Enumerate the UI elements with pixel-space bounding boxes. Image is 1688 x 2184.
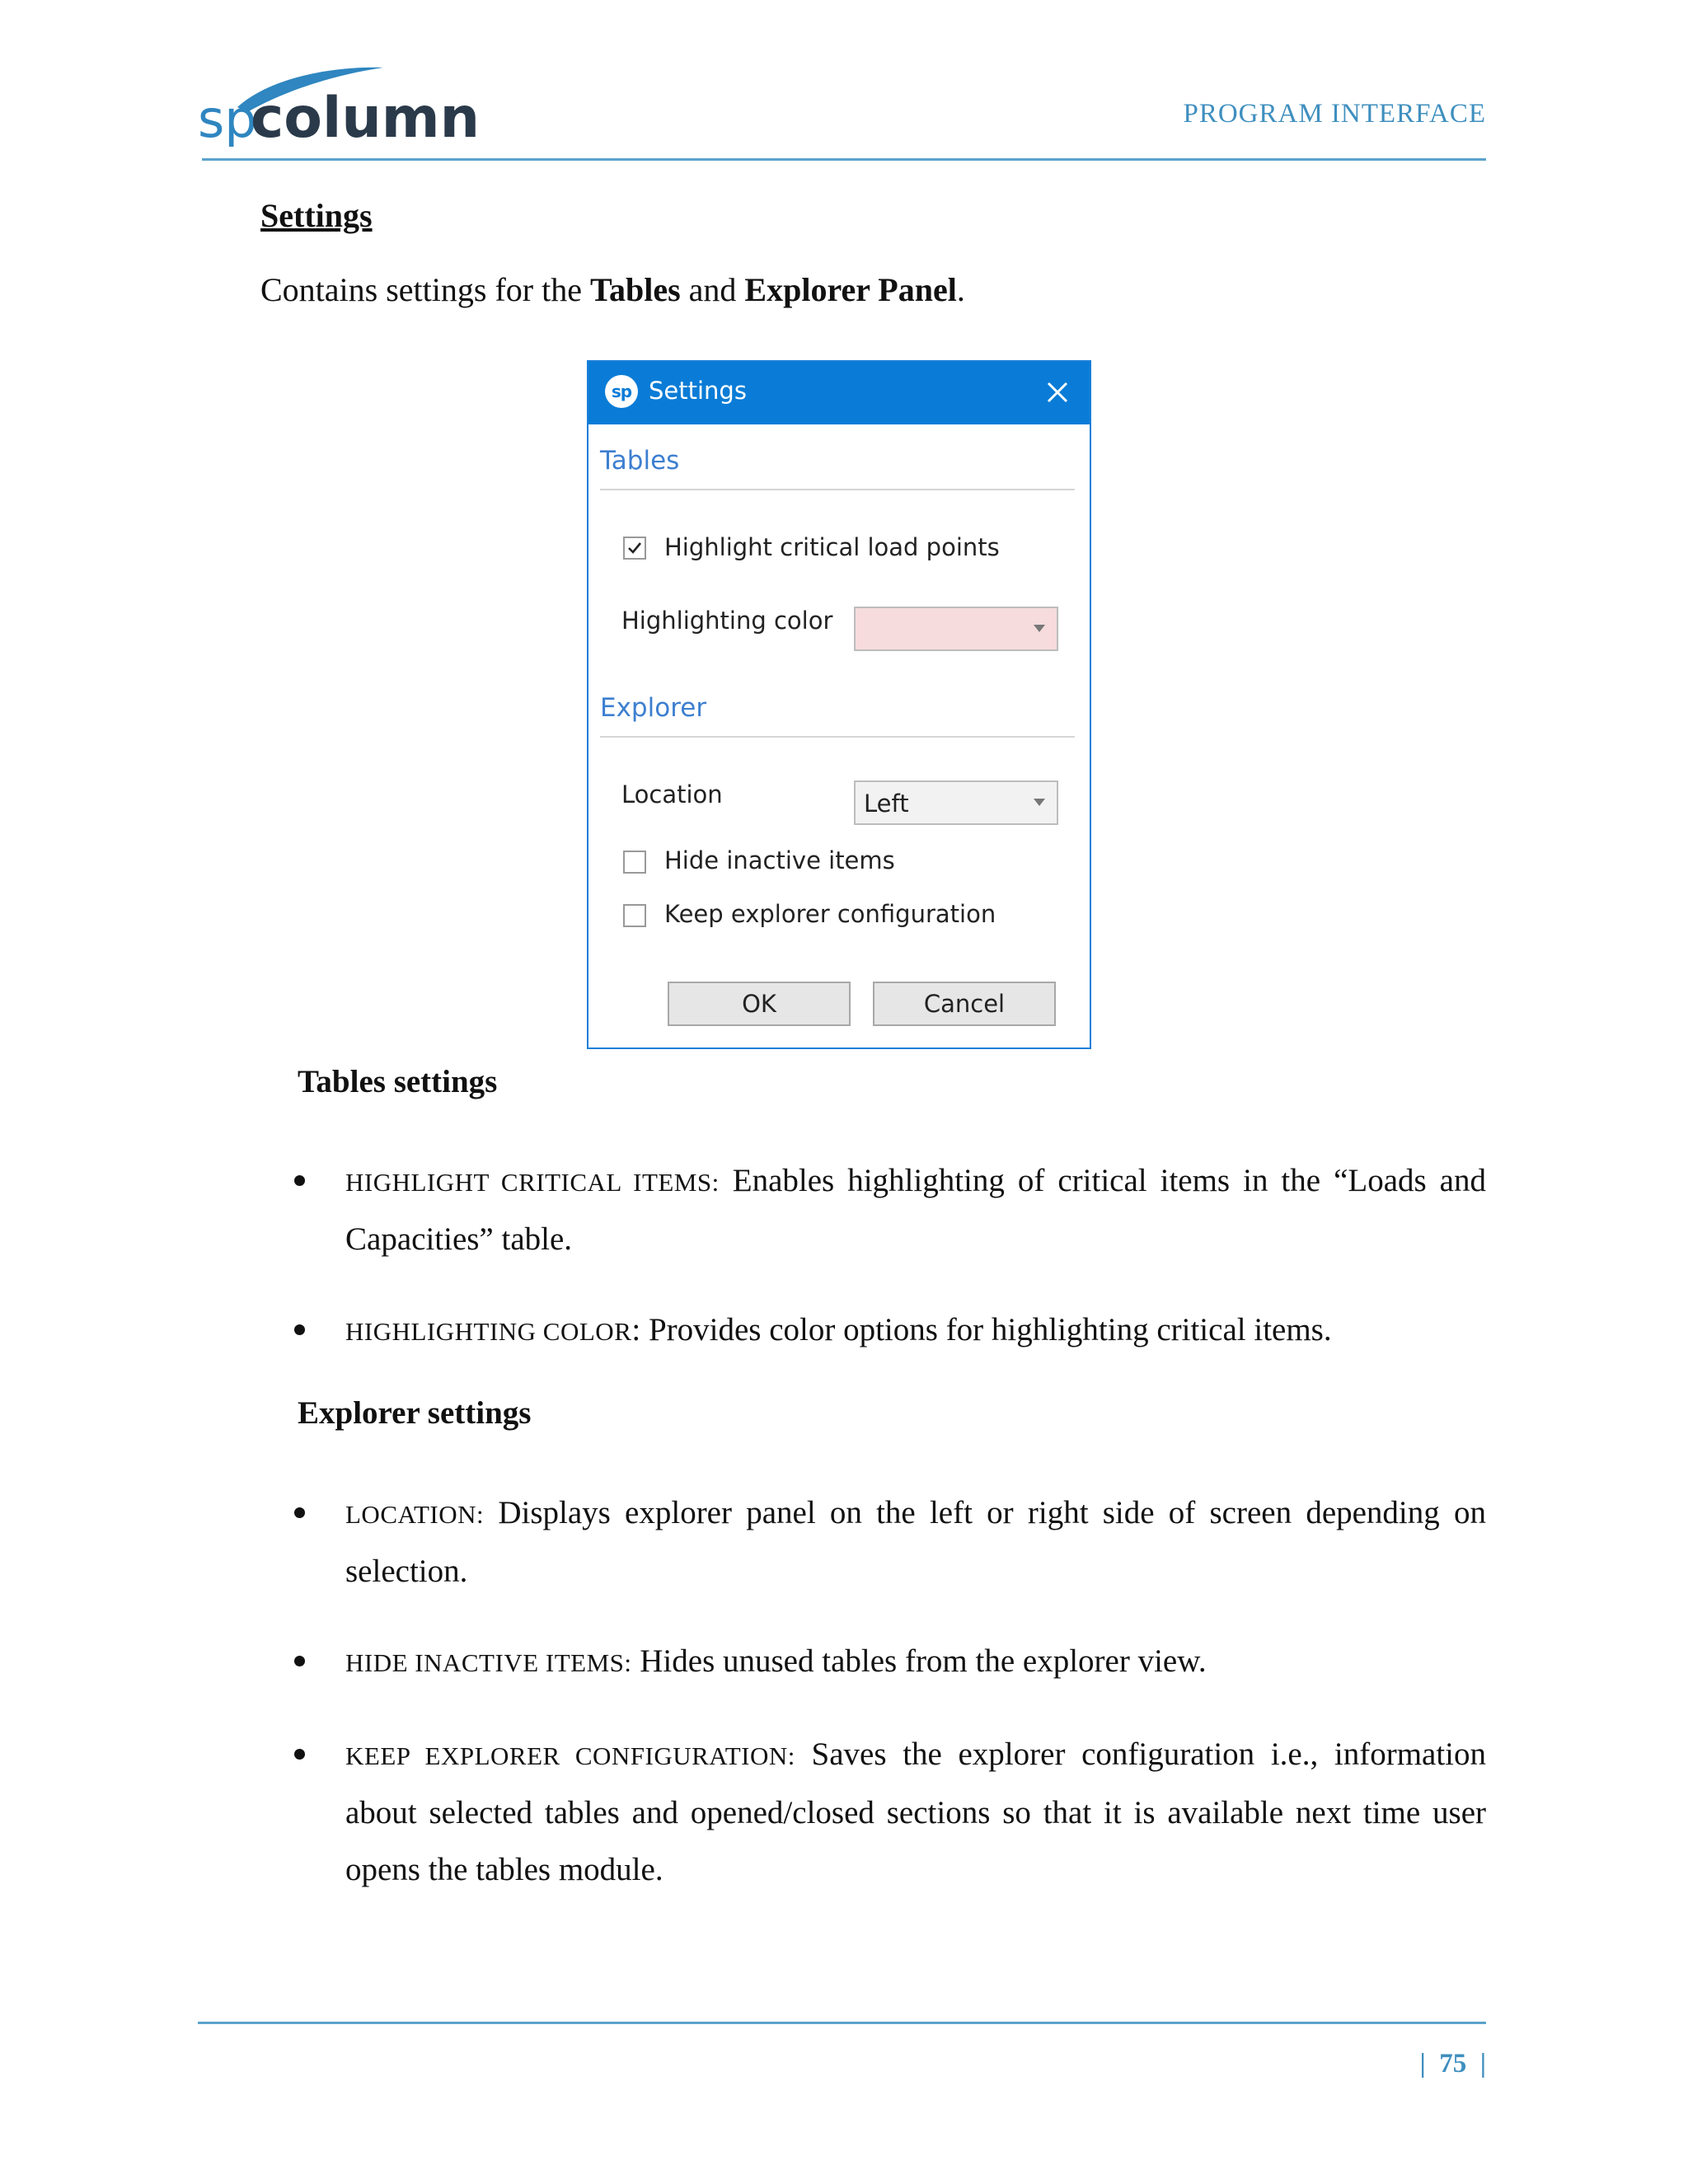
explorer-group-divider bbox=[600, 736, 1075, 738]
item-term: KEEP EXPLORER CONFIGURATION: bbox=[345, 1741, 795, 1770]
section-intro bbox=[260, 270, 965, 309]
settings-dialog bbox=[587, 360, 1091, 1049]
bullet-icon bbox=[294, 1507, 305, 1518]
ok-button[interactable]: OK bbox=[668, 982, 851, 1026]
sp-app-icon: sp bbox=[605, 375, 638, 408]
bullet-icon bbox=[294, 1324, 305, 1335]
highlight-critical-checkbox[interactable] bbox=[623, 537, 646, 560]
page-number: | 75 | bbox=[1419, 2049, 1486, 2079]
chevron-down-icon bbox=[1034, 625, 1045, 632]
location-dropdown[interactable] bbox=[854, 780, 1058, 825]
list-item bbox=[345, 1301, 1486, 1360]
item-term: HIGHLIGHT CRITICAL ITEMS: bbox=[345, 1168, 720, 1197]
location-selected-value: Left bbox=[864, 790, 909, 818]
close-button[interactable] bbox=[1042, 377, 1073, 408]
section-title: Settings bbox=[260, 197, 373, 234]
chevron-down-icon bbox=[1034, 799, 1045, 806]
list-item bbox=[345, 1484, 1486, 1600]
item-description: Enables highlighting of critical items in the “Loads and Capacities” table. bbox=[345, 1163, 1486, 1257]
bullet-icon bbox=[294, 1175, 305, 1186]
item-description: Displays explorer panel on the left or right side of screen depending on selection. bbox=[345, 1495, 1486, 1589]
cancel-button[interactable]: Cancel bbox=[873, 982, 1056, 1026]
footer-divider bbox=[198, 2022, 1486, 2024]
tables-group-label: Tables bbox=[600, 446, 680, 476]
header-section-title: PROGRAM INTERFACE bbox=[1183, 99, 1486, 129]
header-divider bbox=[202, 158, 1486, 161]
checkmark-icon bbox=[626, 540, 643, 556]
hide-inactive-label[interactable]: Hide inactive items bbox=[664, 846, 895, 874]
keep-config-label[interactable]: Keep explorer configuration bbox=[664, 900, 996, 928]
explorer-settings-heading: Explorer settings bbox=[298, 1395, 532, 1431]
logo-prefix: sp bbox=[198, 89, 257, 147]
item-description: : Provides color options for highlighting critical items. bbox=[631, 1312, 1332, 1347]
tables-group-divider bbox=[600, 489, 1075, 490]
spcolumn-logo bbox=[198, 64, 495, 147]
close-icon bbox=[1042, 377, 1073, 408]
dialog-title: Settings bbox=[649, 377, 747, 405]
item-description: Hides unused tables from the explorer view. bbox=[631, 1643, 1207, 1679]
intro-tables: Tables bbox=[589, 271, 681, 308]
list-item bbox=[345, 1633, 1486, 1691]
location-label: Location bbox=[621, 780, 723, 808]
highlighting-color-label: Highlighting color bbox=[621, 607, 833, 635]
bullet-icon bbox=[294, 1656, 305, 1666]
intro-explorer-panel: Explorer Panel bbox=[744, 271, 957, 308]
highlighting-color-dropdown[interactable] bbox=[854, 607, 1058, 651]
keep-config-checkbox[interactable] bbox=[623, 904, 646, 927]
dialog-titlebar[interactable] bbox=[588, 362, 1090, 424]
item-term: HIGHLIGHTING COLOR bbox=[345, 1317, 632, 1346]
item-term: HIDE INACTIVE ITEMS: bbox=[345, 1648, 632, 1677]
logo-graphic bbox=[198, 64, 495, 147]
highlight-critical-label[interactable]: Highlight critical load points bbox=[664, 533, 1000, 561]
tables-settings-heading: Tables settings bbox=[298, 1064, 498, 1099]
hide-inactive-checkbox[interactable] bbox=[623, 851, 646, 874]
bullet-icon bbox=[294, 1749, 305, 1760]
intro-text: and bbox=[680, 271, 745, 308]
item-term: LOCATION: bbox=[345, 1500, 485, 1529]
list-item bbox=[345, 1152, 1486, 1268]
logo-word: column bbox=[251, 86, 481, 147]
explorer-group-label: Explorer bbox=[600, 693, 707, 723]
intro-text: Contains settings for the bbox=[260, 271, 590, 308]
item-description: Saves the explorer configuration i.e., information about selected tables and opened/closed sections so that it is available next time user opens the tables module. bbox=[345, 1736, 1487, 1887]
intro-text: . bbox=[956, 271, 965, 308]
list-item bbox=[345, 1726, 1486, 1898]
